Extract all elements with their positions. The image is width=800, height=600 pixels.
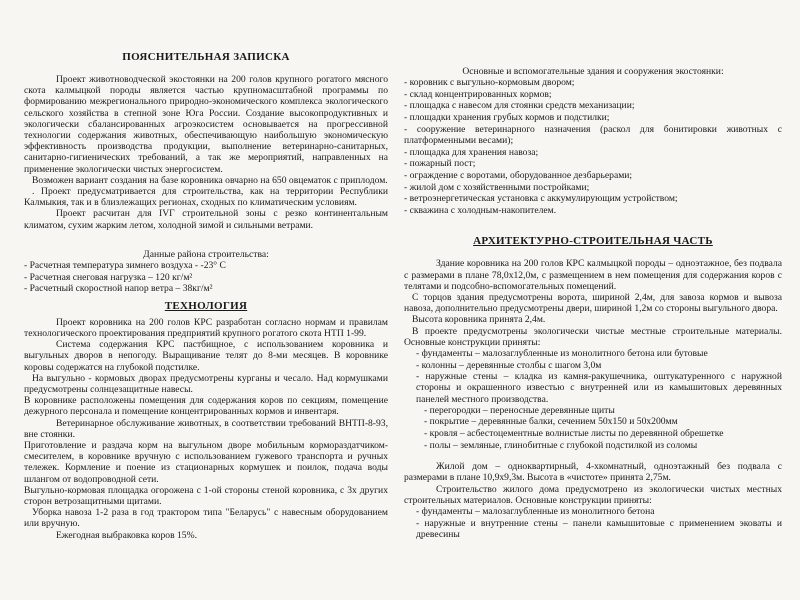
tech-paragraph: На выгульно - кормовых дворах предусмотрены курганы и чесало. Над кормушками предусмотрены солнцезащитные навесы. xyxy=(24,372,388,396)
climate-item: - Расчетная снеговая нагрузка – 120 кг/м² xyxy=(24,271,193,283)
arch-paragraph: В проекте предусмотрены экологически чистые местные строительные материалы. Основные конструкции приняты: xyxy=(404,325,782,348)
tech-paragraph: Система содержания КРС пастбищное, с использованием коровника и выгульных дворов в непогоду. Выращивание телят до 8-ми месяцев. В коровнике коровы содержатся на глубокой подстилке. xyxy=(24,339,388,373)
building-item: - ветроэнергетическая установка с аккумулирующим устройством; xyxy=(404,193,678,205)
building-item: - склад концентрированных кормов; xyxy=(404,88,552,100)
building-item: - площадки хранения грубых кормов и подстилки; xyxy=(404,111,610,123)
building-item: - жилой дом с хозяйственными постройками; xyxy=(404,181,590,193)
tech-paragraph: Ежегодная выбраковка коров 15%. xyxy=(56,529,197,541)
arch-item: - полы – земляные, глинобитные с глубокой подстилкой из соломы xyxy=(424,439,698,451)
house-item: - фундаменты – малозаглубленные из монолитного бетона xyxy=(416,505,655,517)
tech-paragraph: Приготовление и раздача корм на выгульном дворе мобильным кормораздатчиком-смесителем, в коровнике вручную с использованием гужевого транспорта и ручных тележек. Кормление и поение из стационарных кормушек и поилок, подача воды шлангом от водопроводной сети. xyxy=(24,440,388,485)
climate-title: Данные района строительства: xyxy=(143,248,269,260)
doc-title: ПОЯСНИТЕЛЬНАЯ ЗАПИСКА xyxy=(122,51,290,63)
left-column xyxy=(0,0,396,541)
arch-item-walls: - наружные стены – кладка из камня-ракушечника, оштукатуренного с наружной стороны и окрашенного известью с внутренней или из камышитовых деревянных панелей местного производства. xyxy=(416,371,782,405)
building-item: - площадка с навесом для стоянки средств механизации; xyxy=(404,100,635,112)
building-item: - сооружение ветеринарного назначения (раскол для бонитировки животных с платформенными весами); xyxy=(404,123,782,147)
tech-paragraph: Проект коровника на 200 голов КРС разработан согласно нормам и правилам технологического проектирования предприятий крупного рогатого скота НТП 1-99. xyxy=(24,316,388,340)
intro-paragraph-1: Проект животноводческой экостоянки на 200 голов крупного рогатого мясного скота калмыцкой породы является частью крупномасштабной программы по формированию межрегионального природно-экономического комплекса экологического сельского хозяйства в степной зоне Юга России. Создание высокопродуктивных и экологически сбалансированных агроэкосистем основывается на прогрессивной технологии содержания животных, обеспечивающую наибольшую экономическую эффективность производства продукции, выполнение ветеринарно-санитарных, санитарно-гигиенических требований, а так же мероприятий, направленных на применение экологически чистых энергосистем. xyxy=(24,74,388,175)
arch-paragraph: С торцов здания предусмотрены ворота, шириной 2,4м, для завоза кормов и вывоза навоза, дополнительно предусмотрены двери, шириной 1,2м со стороны выгульного двора. xyxy=(404,291,782,315)
intro-paragraph-4: Проект расчитан для IVГ строительной зоны с резко континентальным климатом, сухим жарким летом, холодной зимой и сильными ветрами. xyxy=(24,208,388,231)
building-item: - пожарный пост; xyxy=(404,158,476,170)
intro-paragraph-3: . Проект предусматривается для строительства, как на территории Республики Калмыкия, так и в близлежащих регионах, сходных по климатическим условиям. xyxy=(24,186,388,209)
tech-paragraph: Уборка навоза 1-2 раза в год трактором типа "Беларусь" с навесным оборудованием или вручную. xyxy=(24,507,388,530)
house-paragraph: Жилой дом – одноквартирный, 4-хкомнатный, одноэтажный без подвала с размерами в плане 10,9х9,3м. Высота в «чистоте» принята 2,75м. xyxy=(404,461,782,484)
arch-item: - кровля – асбестоцементные волнистые листы по деревянной обрешетке xyxy=(424,427,724,439)
building-item: - площадка для хранения навоза; xyxy=(404,146,539,158)
right-column xyxy=(400,0,800,540)
arch-paragraph: Здание коровника на 200 голов КРС калмыцкой породы – одноэтажное, без подвала с размерами в плане 78,0х12,0м, с размещением в нем помещения для содержания коров с телятами и подсобно-вспомогательных помещений. xyxy=(404,258,782,292)
arch-item: - колонны – деревянные столбы с шагом 3,0м xyxy=(416,359,602,371)
house-item: - наружные и внутренние стены – панели камышитовые с применением эковаты и древесины xyxy=(416,517,782,540)
arch-item: - фундаменты – малозаглубленные из монолитного бетона или бутовые xyxy=(416,347,708,359)
intro-paragraph-2: Возможен вариант создания на базе коровника овчарно на 650 овцематок с приплодом. xyxy=(32,174,388,186)
arch-paragraph: Высота коровника принята 2,4м. xyxy=(412,314,546,326)
architecture-title: АРХИТЕКТУРНО-СТРОИТЕЛЬНАЯ ЧАСТЬ xyxy=(473,235,713,248)
building-item: - скважина с холодным-накопителем. xyxy=(404,204,557,216)
tech-paragraph: Выгульно-кормовая площадка огорожена с 1-ой стороны стеной коровника, с 3х других сторон ветрозащитными щитами. xyxy=(24,484,388,508)
arch-item: - перегородки – переносные деревянные щиты xyxy=(424,404,615,416)
building-item: - ограждение с воротами, оборудованное дезбарьерами; xyxy=(404,169,633,181)
climate-item: - Расчетная температура зимнего воздуха - -23° С xyxy=(24,260,226,272)
arch-item: - покрытие – деревянные балки, сечением 50х150 и 50х200мм xyxy=(424,416,678,428)
buildings-title: Основные и вспомогательные здания и сооружения экостоянки: xyxy=(462,66,724,77)
technology-title: ТЕХНОЛОГИЯ xyxy=(164,299,248,312)
tech-paragraph: Ветеринарное обслуживание животных, в соответствии требований ВНТП-8-93, вне стоянки. xyxy=(24,417,388,440)
climate-item: - Расчетный скоростной напор ветра – 38кг/м² xyxy=(24,283,213,295)
building-item: - коровник с выгульно-кормовым двором; xyxy=(404,77,575,89)
tech-paragraph: В коровнике расположены помещения для содержания коров по секциям, помещение дежурного персонала и помещение концентрированных кормов и инвентаря. xyxy=(24,395,388,418)
house-paragraph: Строительство жилого дома предусмотрено из экологически чистых местных строительных материалов. Основные конструкции приняты: xyxy=(404,483,782,506)
